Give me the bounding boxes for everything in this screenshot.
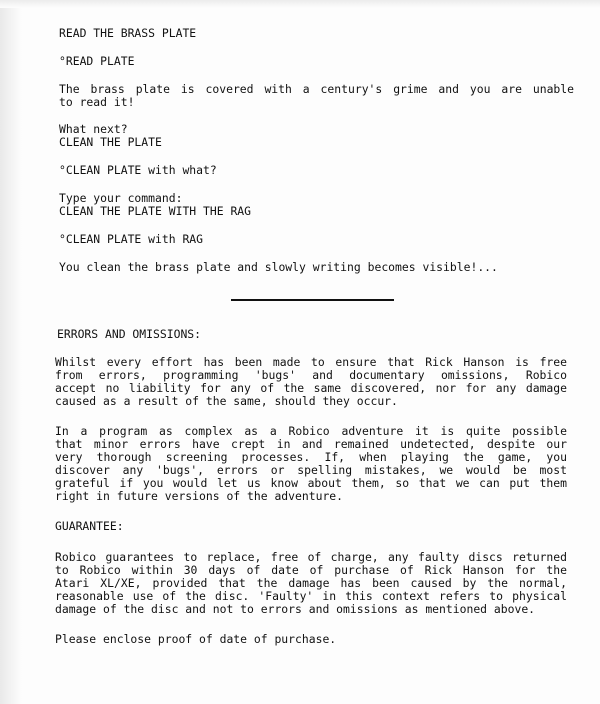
- prompt-what-next: What next?: [59, 122, 128, 136]
- scan-shadow-left: [0, 0, 22, 704]
- message-grime-line-2: to read it!: [59, 95, 135, 109]
- errors-heading: ERRORS AND OMISSIONS:: [57, 327, 202, 341]
- prompt-what-next-block: [59, 123, 574, 149]
- prompt-type-command-block: [59, 192, 574, 218]
- guarantee-heading: GUARANTEE:: [55, 519, 124, 533]
- prompt-type-command: Type your command:: [59, 191, 183, 205]
- section-divider: [231, 299, 394, 301]
- command-clean-plate: CLEAN THE PLATE: [59, 135, 162, 149]
- scan-shadow-top: [0, 0, 600, 8]
- guarantee-paragraph: Robico guarantees to replace, free of charge, any faulty discs returned to Robico within 30 days of date of purchase of Rick Hanson for the Atari XL/XE, provided that the damage has been caused by the normal, reasonable use of the disc. 'Faulty' in this context refers to physical damage of the disc and not to errors and omissions as mentioned above.: [55, 550, 567, 616]
- echo-clean-with-what: °CLEAN PLATE with what?: [59, 163, 217, 177]
- errors-paragraph-1: Whilst every effort has been made to ensure that Rick Hanson is free from errors, programming 'bugs' and documentary omissions, Robico accept no liability for any of the same discovered, nor for any damage caused as a result of the same, should they occur.: [55, 355, 567, 408]
- guarantee-proof-note: Please enclose proof of date of purchase.: [55, 632, 337, 646]
- message-writing-visible: You clean the brass plate and slowly writing becomes visible!...: [59, 260, 498, 274]
- message-grime: [59, 83, 574, 109]
- message-grime-line-1: The brass plate is covered with a century's grime and you are unable: [59, 82, 574, 96]
- echo-read-plate: °READ PLATE: [59, 54, 135, 68]
- command-clean-with-rag: CLEAN THE PLATE WITH THE RAG: [59, 204, 252, 218]
- echo-clean-rag: °CLEAN PLATE with RAG: [59, 232, 204, 246]
- command-read-brass-plate: READ THE BRASS PLATE: [59, 26, 197, 40]
- errors-paragraph-2: In a program as complex as a Robico adventure it is quite possible that minor errors have crept in and remained undetected, despite our very thorough screening processes. If, when playing the game, you discover any 'bugs', errors or spelling mistakes, we would be most grateful if you would let us know about them, so that we can put them right in future versions of the adventure.: [55, 424, 567, 503]
